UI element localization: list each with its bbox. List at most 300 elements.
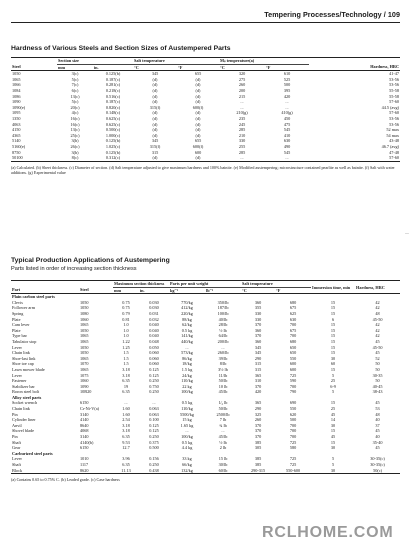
table-cell: 45/lb bbox=[218, 389, 228, 395]
col-header-steel: Steel bbox=[79, 287, 113, 294]
table-cell: 0.5 kg bbox=[181, 327, 193, 333]
table-cell: 6150 bbox=[80, 400, 89, 406]
table-cell: 53-56 bbox=[389, 115, 400, 121]
table-cell: 360 bbox=[254, 327, 262, 333]
table-cell: 0.125 bbox=[149, 422, 159, 428]
table-cell: 545 bbox=[283, 127, 291, 133]
table-cell: 6.35 bbox=[122, 389, 130, 395]
table-cell: 40 bbox=[375, 417, 380, 423]
table-cell: 15 bbox=[330, 299, 336, 305]
table-cell: Pin bbox=[12, 411, 18, 417]
table-cell: 0.100 bbox=[149, 417, 159, 423]
table-cell: 46.7 (avg) bbox=[381, 143, 400, 149]
table-cell: 725 bbox=[289, 372, 297, 378]
table-cell: 1050 bbox=[80, 305, 89, 311]
table-cell: 600(f) bbox=[192, 104, 204, 110]
table-cell: Socket wrench bbox=[12, 400, 38, 406]
table-cell: (d) bbox=[152, 76, 158, 82]
group-header-salt-temperature: Salt temperature bbox=[133, 58, 219, 65]
col-header-salt-f: °F bbox=[177, 64, 219, 71]
table-cell: (d) bbox=[195, 99, 201, 105]
table-cell: 3.96 bbox=[122, 456, 130, 462]
table-cell: Shovel blade bbox=[12, 428, 35, 434]
section-header: Plain carbon steel parts bbox=[12, 294, 55, 300]
table-cell: 5(c) bbox=[71, 99, 79, 105]
table-cell: (d) bbox=[152, 110, 158, 116]
table-cell: 4365 bbox=[12, 132, 21, 138]
table-cell: 41-47 bbox=[389, 71, 400, 77]
table-cell: 43-48 bbox=[389, 138, 400, 144]
col-header-mm: mm bbox=[57, 64, 93, 71]
table-cell: Tabulator stop bbox=[12, 338, 37, 344]
table-cell: 1065 bbox=[80, 338, 89, 344]
table-cell: Gear bbox=[12, 445, 21, 451]
table-cell: 285 bbox=[238, 149, 246, 155]
table-cell: 1.0 bbox=[123, 333, 129, 339]
table-cell: 200 bbox=[238, 87, 246, 93]
table-cell: (d) bbox=[195, 82, 201, 88]
table-cell: 3.18 bbox=[122, 366, 130, 372]
table-cell: 18/kg bbox=[182, 361, 192, 367]
table-cell: 0.125 bbox=[149, 428, 159, 434]
group-header-parts-per-weight: Parts per unit weight bbox=[169, 281, 241, 288]
table-cell: 15 bbox=[330, 327, 336, 333]
table-cell: 1090 bbox=[80, 383, 89, 389]
table-cell: 55-58 bbox=[389, 93, 400, 99]
table-cell: 1065 bbox=[12, 76, 21, 82]
col-header-lb: lb⁻¹ bbox=[205, 287, 241, 294]
group-header-salt-temp: Salt temperature bbox=[241, 281, 311, 288]
table-cell: 655 bbox=[194, 71, 202, 77]
table-cell: 30 bbox=[330, 445, 336, 451]
table-cell: 410 bbox=[283, 132, 291, 138]
table-cell: 0.060 bbox=[149, 361, 159, 367]
table-cell: Block bbox=[11, 468, 79, 474]
table-cell: 1065 bbox=[80, 366, 89, 372]
group-header-max-section: Maximum section thickness bbox=[113, 281, 169, 288]
table-cell: 50 bbox=[375, 378, 380, 384]
table-cell: 412/kg bbox=[181, 305, 193, 311]
table-cell: 45 bbox=[375, 338, 380, 344]
table-cell: 1350 bbox=[12, 115, 21, 121]
table-cell: 25(c) bbox=[70, 132, 80, 138]
table-cell: 245 bbox=[238, 121, 246, 127]
table-cell: 0.060 bbox=[149, 355, 159, 361]
table-cell: 0.81 bbox=[122, 316, 130, 322]
table-cell: 45 bbox=[375, 445, 380, 451]
table-cell: 42 bbox=[375, 327, 380, 333]
table-cell: 6 bbox=[331, 316, 335, 322]
table-cell: 700 bbox=[289, 322, 297, 328]
table-cell: 3(b) bbox=[71, 138, 79, 144]
table-cell: Fastener bbox=[12, 378, 27, 384]
table-cell: 650 bbox=[289, 344, 297, 350]
table-cell: 5 bbox=[331, 372, 335, 378]
table-cell: ½ lb bbox=[219, 327, 227, 333]
table-cell: 260/lb bbox=[217, 350, 229, 356]
table-cell: 5140 bbox=[12, 138, 21, 144]
table-cell: 500 bbox=[289, 417, 297, 423]
table-cell: 50(c) bbox=[355, 468, 400, 474]
table-cell: 45-50 bbox=[372, 344, 383, 350]
table-cell: Shoe-last link bbox=[12, 355, 36, 361]
group-header-section-size: Section size bbox=[57, 58, 133, 65]
table-cell: 1075 bbox=[80, 372, 89, 378]
table-cell: 6-9 bbox=[330, 383, 336, 389]
table-cell: 1.000(c) bbox=[105, 132, 121, 138]
table-cell: Type bar bbox=[12, 333, 27, 339]
table-cell: 315 bbox=[254, 361, 262, 367]
table-cell: 15 bbox=[330, 322, 336, 328]
table-cell: 16(c) bbox=[70, 121, 80, 127]
table-cell: 2 lb bbox=[219, 445, 227, 451]
table-cell: 4140(b) bbox=[80, 439, 94, 445]
table-cell: 0.218(c) bbox=[105, 87, 121, 93]
table-cell: 550 bbox=[289, 355, 297, 361]
table-cell: 5 bbox=[331, 462, 335, 467]
table-cell: 1.025(c) bbox=[105, 143, 121, 149]
section-header: Alloy steel parts bbox=[12, 394, 42, 400]
table-cell: 0.030 bbox=[149, 299, 159, 305]
col-header-salt-c: °C bbox=[241, 287, 275, 294]
table-cell: 1.60 bbox=[122, 406, 130, 412]
table-cell: 315(f) bbox=[149, 143, 161, 149]
table-cell: 1.5 bbox=[123, 350, 129, 356]
table-cell: (d) bbox=[195, 121, 201, 127]
table-cell: 45-50 bbox=[372, 316, 383, 322]
table-cell: 370 bbox=[254, 383, 262, 389]
table-cell: ... bbox=[285, 104, 289, 110]
table-cell: ... bbox=[240, 99, 244, 105]
table-cell: 0.125 bbox=[149, 372, 159, 378]
table-cell: 3(b) bbox=[71, 149, 79, 155]
table-cell: 1.25 bbox=[122, 344, 130, 350]
table-cell: 725 bbox=[289, 439, 297, 445]
table-cell: 550 bbox=[289, 406, 297, 412]
table-cell: 310 bbox=[254, 378, 262, 384]
table-cell: 57-60 bbox=[389, 110, 400, 116]
table-cell: 0.438 bbox=[139, 468, 169, 474]
table-cell: Lever bbox=[12, 456, 22, 462]
table-cell: 0.625(c) bbox=[105, 121, 121, 127]
table-cell: 1⁄₂ lb bbox=[218, 400, 228, 406]
table-cell: 20(c) bbox=[70, 104, 80, 110]
table-cell: 320 bbox=[238, 71, 246, 77]
table-cell: 24/kg bbox=[182, 372, 192, 378]
table-cell: 325 bbox=[254, 411, 262, 417]
table-cell: 1070 bbox=[80, 361, 89, 367]
table-cell: 16(c) bbox=[70, 115, 80, 121]
side-margin-mark: │ bbox=[405, 232, 409, 235]
table-cell: 2.54 bbox=[122, 417, 130, 423]
table-cell: 1050 bbox=[80, 299, 89, 305]
watermark: RCLHOME.COM bbox=[262, 524, 394, 541]
table-cell: 15 bbox=[330, 310, 336, 316]
table-cell: (d) bbox=[152, 99, 158, 105]
table-cell: 25 bbox=[330, 378, 336, 384]
table-cell: 37 bbox=[375, 422, 380, 428]
table-cell: 100/kg bbox=[181, 434, 193, 440]
table-cell: 490 bbox=[283, 143, 291, 149]
table-cell: 3(c) bbox=[71, 71, 79, 77]
table-cell: 50/lb bbox=[218, 406, 228, 412]
table-cell: 6.35 bbox=[122, 378, 130, 384]
table-cell: 525 bbox=[283, 76, 291, 82]
table2-footnotes: (a) Contains 0.65 to 0.75% C. (b) Leaded grade. (c) Case hardness bbox=[11, 477, 120, 482]
table-cell: 1.60 bbox=[122, 411, 130, 417]
table-cell: 0.050 bbox=[149, 344, 159, 350]
table-cell: 580 bbox=[289, 445, 297, 451]
table-row bbox=[11, 468, 400, 474]
table-cell: 420 bbox=[254, 389, 262, 395]
table-cell: 1066 bbox=[12, 82, 21, 88]
table-cell: 725 bbox=[289, 456, 297, 462]
table-cell: 215 bbox=[238, 93, 246, 99]
table-cell: 15 bbox=[330, 333, 336, 339]
table-cell: 620 bbox=[289, 411, 297, 417]
table-cell: (d) bbox=[195, 93, 201, 99]
table-cell: 500 bbox=[283, 82, 291, 88]
table-cell: Shaft bbox=[12, 439, 21, 445]
table-cell: 15 bbox=[330, 400, 336, 406]
table-cell: 275 bbox=[238, 76, 246, 82]
table-cell: 1050 bbox=[80, 350, 89, 356]
table-cell: 4140 bbox=[80, 417, 89, 423]
table-cell: 48 bbox=[375, 411, 380, 417]
table-cell: 22 kg bbox=[182, 383, 192, 389]
table-cell: 0.030 bbox=[149, 305, 159, 311]
table-cell: 345 bbox=[254, 350, 262, 356]
table-cell: 30 bbox=[311, 468, 355, 474]
table-cell: 3.18 bbox=[122, 372, 130, 378]
table-cell: 4(c) bbox=[71, 110, 79, 116]
table-cell: Anvil bbox=[12, 422, 22, 428]
table-cell: (d) bbox=[152, 115, 158, 121]
hardness-table bbox=[11, 57, 400, 162]
table-cell: ... bbox=[221, 428, 225, 434]
table-cell: 53-56 bbox=[389, 82, 400, 88]
applications-table bbox=[11, 280, 400, 474]
table-cell: 1010 bbox=[80, 456, 89, 462]
table-cell: 0.250 bbox=[149, 434, 159, 440]
table-cell: (d) bbox=[152, 121, 158, 127]
table-cell: Plate bbox=[12, 327, 21, 333]
table-cell: 30-35(c) bbox=[370, 462, 385, 467]
table-cell: 45 bbox=[330, 411, 336, 417]
table-cell: 8750 bbox=[12, 149, 21, 155]
table-cell: 0.063 bbox=[149, 411, 159, 417]
table-cell: 345 bbox=[254, 344, 262, 350]
table-cell: 53-56 bbox=[389, 76, 400, 82]
table-cell: 47-48 bbox=[389, 149, 400, 155]
table-cell: 42 bbox=[375, 333, 380, 339]
table-cell: 10 lb bbox=[218, 383, 228, 389]
table-cell: 0.032 bbox=[149, 316, 159, 322]
table-cell: 110/kg bbox=[181, 378, 193, 384]
table-cell: 28/lb bbox=[218, 322, 228, 328]
table-cell: 4.4 kg bbox=[181, 445, 193, 451]
table-cell: 365 bbox=[254, 372, 262, 378]
table-cell: ... bbox=[152, 400, 156, 406]
table-cell: 625 bbox=[289, 310, 297, 316]
table-cell: 1.5 bbox=[123, 361, 129, 367]
table-cell: 200/lb bbox=[217, 338, 229, 344]
table-cell: 315 bbox=[254, 366, 262, 372]
table2-subtitle: Parts listed in order of increasing section thickness bbox=[11, 266, 137, 272]
table-cell: 385 bbox=[254, 462, 262, 467]
table-cell: 700 bbox=[289, 434, 297, 440]
table-cell: (d) bbox=[195, 87, 201, 93]
table-cell: 1060 bbox=[80, 316, 89, 322]
table-cell: 45 bbox=[375, 400, 380, 406]
table-cell: 30 bbox=[330, 355, 336, 361]
table-cell: 15 bbox=[330, 305, 336, 311]
col-header-ms-c: °C bbox=[219, 64, 265, 71]
table-cell: 700 bbox=[289, 333, 297, 339]
table-cell: 6150 bbox=[80, 445, 89, 451]
table-cell: Lever bbox=[12, 344, 22, 350]
table-cell: 573/kg bbox=[181, 350, 193, 356]
table-cell: 60/lb bbox=[205, 468, 241, 474]
table-cell: 0.375 bbox=[149, 439, 159, 445]
table-cell: (d) bbox=[177, 155, 219, 161]
table-cell: 0.820(c) bbox=[105, 104, 121, 110]
table-cell: 3140 bbox=[80, 411, 89, 417]
table-cell: 600 bbox=[194, 149, 202, 155]
table-cell: 365 bbox=[254, 400, 262, 406]
table1-footnotes: (a) Calculated. (b) Sheet thickness. (c) Diameter of section. (d) Salt temperature adjusted to give maximum hardness and 100% bainite. (e) Modified austempering; microstructure contained pearlite as well as bainite. (f) Salt with water additions. (g) Experimental value bbox=[11, 165, 395, 176]
table-cell: 40/lb bbox=[218, 316, 228, 322]
table-cell: 12.7 bbox=[122, 445, 130, 451]
table-cell: 550-600 bbox=[275, 468, 311, 474]
table-cell: 15 bbox=[330, 428, 336, 434]
table-cell: 45 bbox=[330, 434, 336, 440]
table-cell: 290 bbox=[254, 355, 262, 361]
table-cell: 360 bbox=[254, 299, 262, 305]
table-cell: 0.516(c) bbox=[105, 93, 121, 99]
table-cell: 350/lb bbox=[217, 299, 229, 305]
table-cell: 305 bbox=[254, 445, 262, 451]
table-cell: 1095 bbox=[12, 110, 21, 116]
table-cell: 52 bbox=[375, 355, 380, 361]
table-cell: ... bbox=[185, 344, 189, 350]
table-cell: 315(f) bbox=[149, 104, 161, 110]
table-cell: 1117 bbox=[80, 462, 89, 467]
table-cell: (d) bbox=[195, 127, 201, 133]
table-cell: 370 bbox=[254, 434, 262, 440]
table-cell: 7 lb bbox=[219, 417, 227, 423]
table-cell: 420 bbox=[283, 93, 291, 99]
table-cell: 315 bbox=[151, 149, 159, 155]
table-cell: 650 bbox=[289, 350, 297, 356]
table-cell: 725 bbox=[289, 462, 297, 467]
table-cell: Cr-Ni-V(a) bbox=[80, 406, 100, 412]
table-cell: Cylinder liner bbox=[12, 417, 36, 423]
table-cell: ½ lb bbox=[219, 439, 227, 445]
table-cell: 1084 bbox=[12, 87, 21, 93]
col-header-immersion: Immersion time, min bbox=[311, 281, 355, 294]
table-cell: 0.060 bbox=[149, 350, 159, 356]
table-cell: (d) bbox=[152, 87, 158, 93]
table-cell: 700 bbox=[289, 383, 297, 389]
table-cell: 15 bbox=[330, 344, 336, 350]
table-cell: 5(c) bbox=[71, 76, 79, 82]
table-cell: 385 bbox=[254, 439, 262, 445]
table-cell: (d) bbox=[152, 127, 158, 133]
table-cell: 590 bbox=[289, 378, 297, 384]
table-cell: Pin bbox=[12, 434, 18, 440]
table-cell: 53-56 bbox=[389, 121, 400, 127]
table-cell: 42 bbox=[375, 322, 380, 328]
table-cell: Cam lever bbox=[12, 322, 30, 328]
table-cell: 39/lb bbox=[218, 355, 228, 361]
table-cell: 11.13 bbox=[113, 468, 139, 474]
table-cell: 680 bbox=[289, 338, 297, 344]
table-cell: 33 kg bbox=[182, 456, 192, 462]
table-cell: 370 bbox=[254, 322, 262, 328]
table-cell: (d) bbox=[195, 132, 201, 138]
table-cell: Follower arm bbox=[12, 305, 36, 311]
table-cell: 8/lb bbox=[219, 361, 227, 367]
table-cell: 48 bbox=[375, 310, 380, 316]
table-cell: 410(g) bbox=[281, 110, 293, 116]
table-cell: 13(c) bbox=[70, 127, 80, 133]
table-cell: 3.18 bbox=[122, 422, 130, 428]
table-cell: 10B20 bbox=[80, 389, 92, 395]
table-cell: ... bbox=[265, 155, 309, 161]
table1-title: Hardness of Various Steels and Section Sizes of Austempered Parts bbox=[11, 45, 231, 52]
table-cell: Clevis bbox=[12, 299, 23, 305]
table-cell: 55-58 bbox=[389, 87, 400, 93]
table-cell: 50100 bbox=[11, 155, 57, 161]
table-cell: 62/kg bbox=[182, 322, 192, 328]
table-cell: Chain link bbox=[12, 406, 30, 412]
table-cell: 60 bbox=[330, 361, 336, 367]
table-cell: 40-45 bbox=[372, 383, 383, 389]
group-header-ms-temperature: Mₛ temperature(a) bbox=[219, 58, 309, 65]
table-cell: 7(c) bbox=[71, 82, 79, 88]
table-cell: 0.156 bbox=[149, 456, 159, 462]
col-header-kg: kg⁻¹ bbox=[169, 287, 205, 294]
table-cell: 700 bbox=[289, 422, 297, 428]
table-cell: (d) bbox=[152, 93, 158, 99]
table-cell: 4150 bbox=[12, 127, 21, 133]
table-cell: 440/kg bbox=[181, 338, 193, 344]
table-cell: 285 bbox=[238, 127, 246, 133]
table-cell: 15 bbox=[330, 439, 336, 445]
table-cell: 0.040 bbox=[149, 327, 159, 333]
table-cell: ... bbox=[185, 428, 189, 434]
col-header-salt-f: °F bbox=[275, 287, 311, 294]
table-cell: 13(c) bbox=[70, 93, 80, 99]
table-cell: 0.063 bbox=[149, 406, 159, 412]
table2-title: Typical Production Applications of Austempering bbox=[11, 257, 170, 264]
table-cell: ¾ lb bbox=[219, 422, 227, 428]
table-cell: 655 bbox=[194, 138, 202, 144]
table-cell: 66/kg bbox=[182, 462, 192, 467]
table-cell: ... bbox=[124, 400, 128, 406]
table-cell: 1090(e) bbox=[12, 104, 26, 110]
table-cell: 15 bbox=[330, 338, 336, 344]
table-cell: 330 bbox=[254, 316, 262, 322]
table-cell: 15 lb bbox=[218, 456, 228, 462]
table-cell: 370 bbox=[254, 333, 262, 339]
table-cell: 260 bbox=[254, 417, 262, 423]
table-cell: 680 bbox=[289, 299, 297, 305]
table-cell: (d) bbox=[195, 76, 201, 82]
table-cell: 290-315 bbox=[241, 468, 275, 474]
table-cell: 86/kg bbox=[182, 355, 192, 361]
